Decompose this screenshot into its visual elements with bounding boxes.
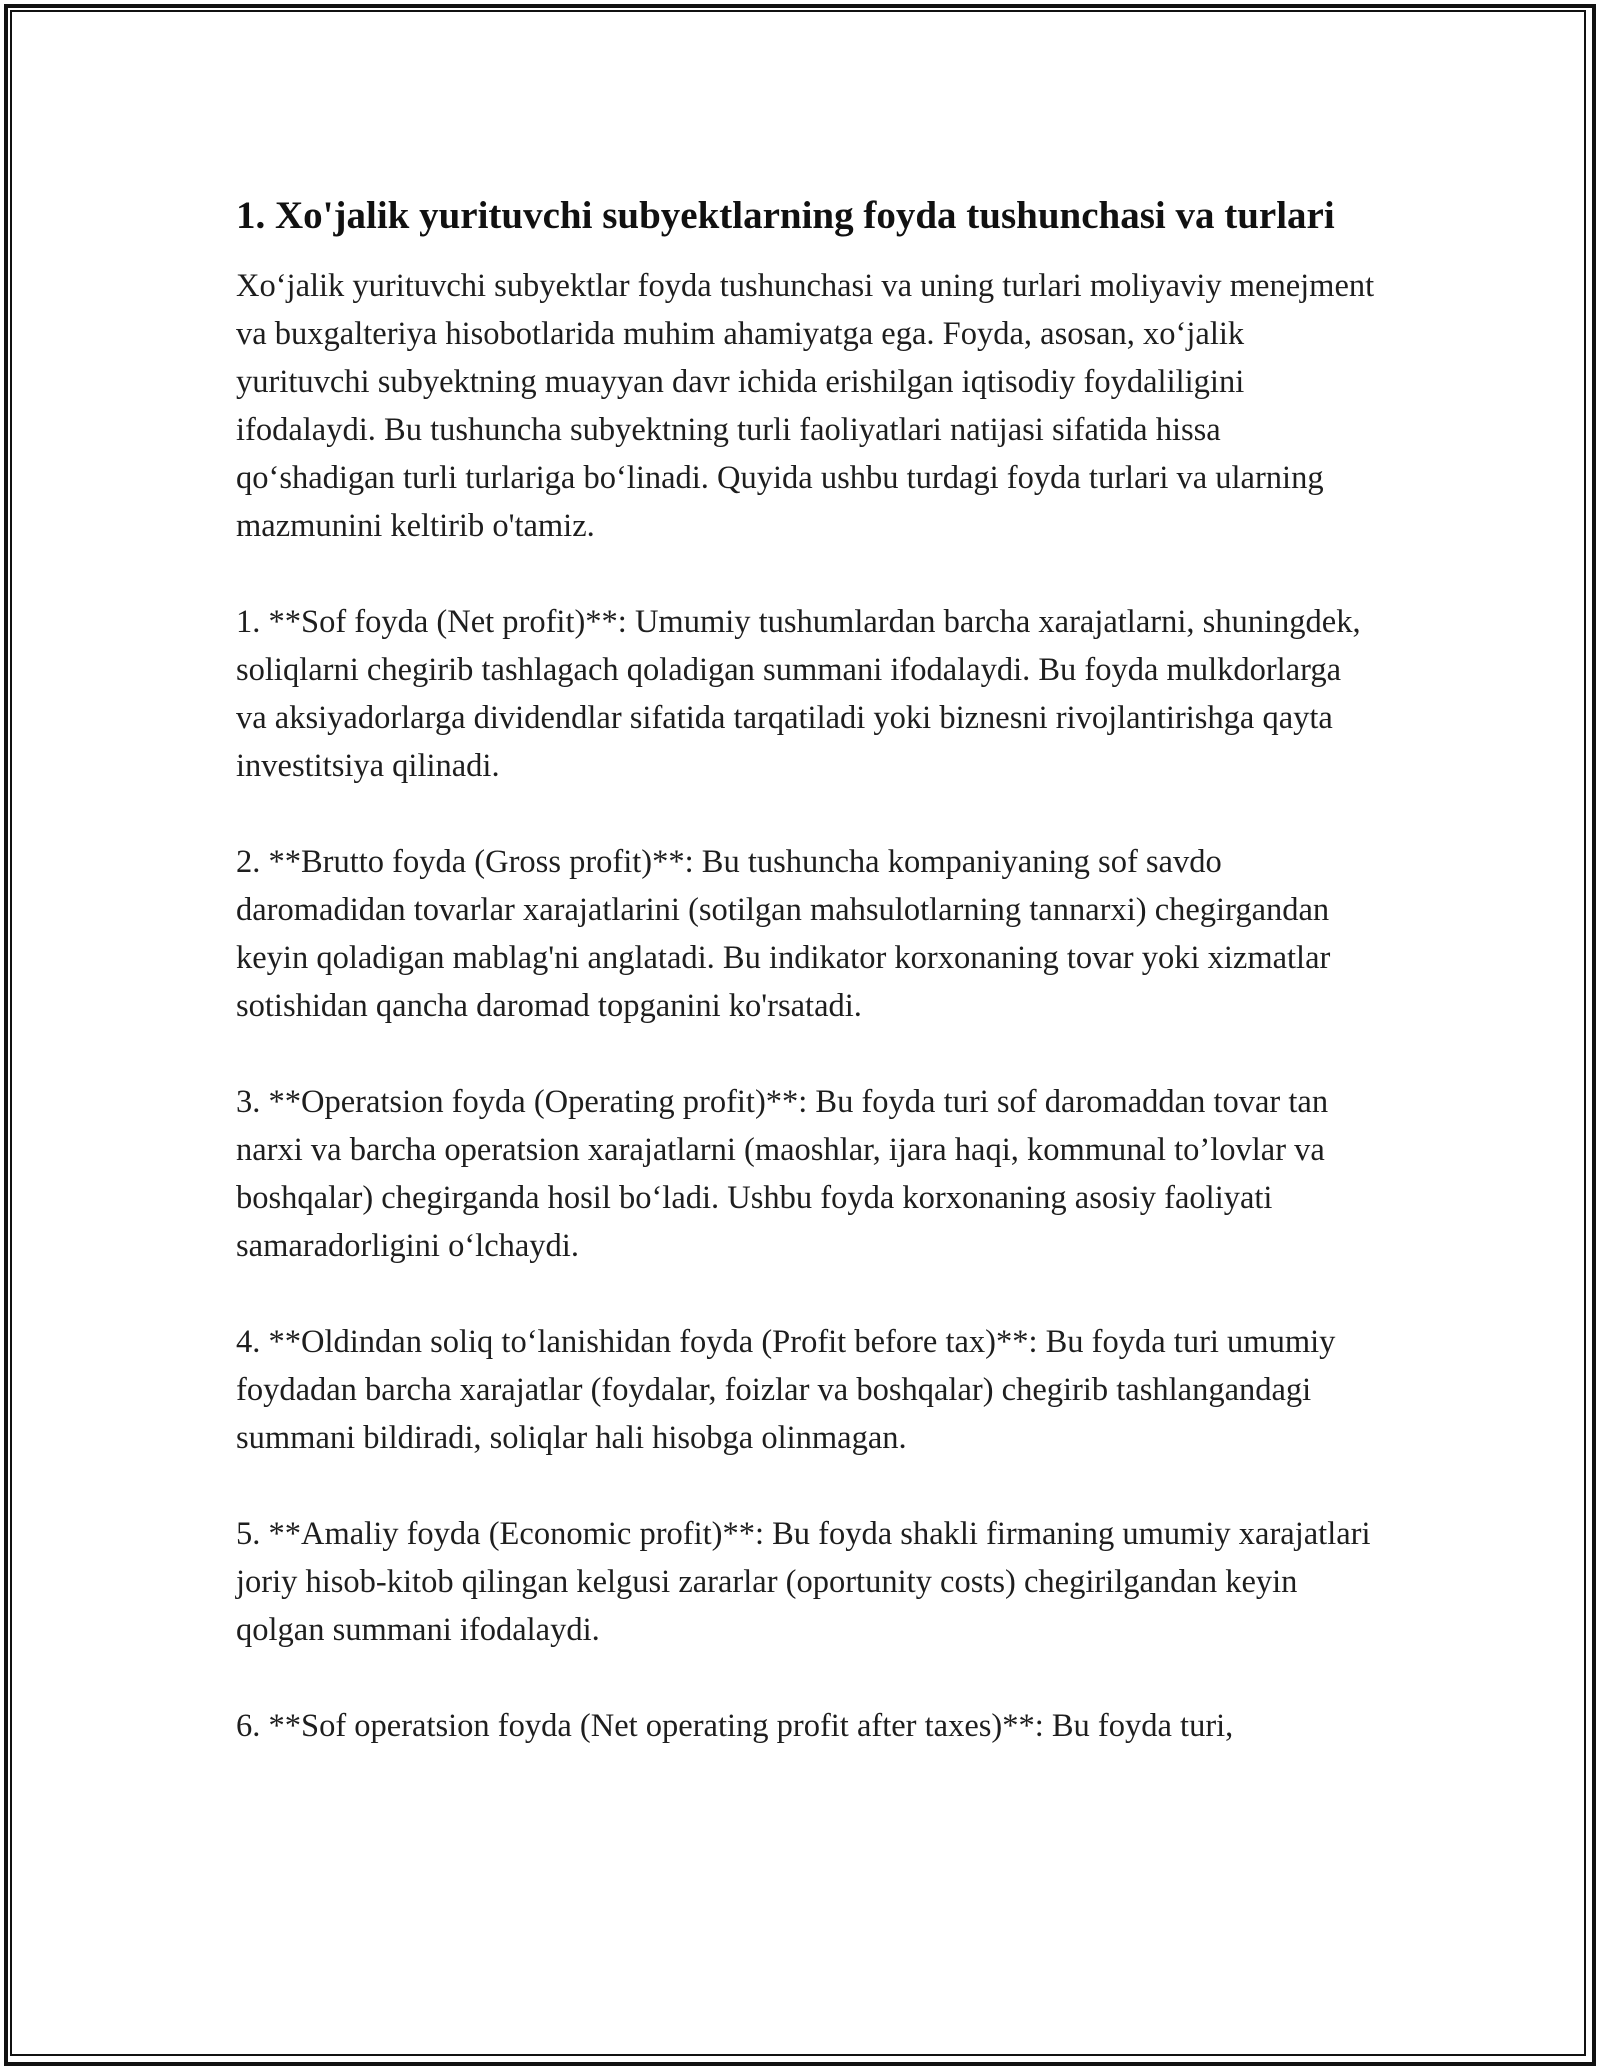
list-item-profit-before-tax: 4. **Oldindan soliq to‘lanishidan foyda (Profit before tax)**: Bu foyda turi umumiy foydadan barcha xarajatlar (foydalar, foizlar va boshqalar) chegirib tashlangandagi summani bildiradi, soliqlar hali hisobga olinmagan. <box>236 1324 1336 1456</box>
list-item-economic-profit: 5. **Amaliy foyda (Economic profit)**: Bu foyda shakli firmaning umumiy xarajatlari joriy hisob-kitob qilingan kelgusi zararlar (oportunity costs) chegirilgandan keyin qolgan summani ifodalaydi. <box>236 1516 1371 1648</box>
section-heading: 1. Xo'jalik yurituvchi subyektlarning foyda tushunchasi va turlari <box>236 194 1335 237</box>
list-item-operating-profit: 3. **Operatsion foyda (Operating profit)**: Bu foyda turi sof daromaddan tovar tan narxi va barcha operatsion xarajatlarni (maoshlar, ijara haqi, kommunal to’lovlar va boshqalar) chegirganda hosil bo‘ladi. Ushbu foyda korxonaning asosiy faoliyati samaradorligini o‘lchaydi. <box>236 1084 1329 1264</box>
list-item-net-profit: 1. **Sof foyda (Net profit)**: Umumiy tushumlardan barcha xarajatlarni, shuningdek, soliqlarni chegirib tashlagach qoladigan summani ifodalaydi. Bu foyda mulkdorlarga va aksiyadorlarga dividendlar sifatida tarqatiladi yoki biznesni rivojlantirishga qayta investitsiya qilinadi. <box>236 604 1361 784</box>
document-body <box>236 188 1376 1750</box>
list-item-nopat: 6. **Sof operatsion foyda (Net operating profit after taxes)**: Bu foyda turi, <box>236 1708 1234 1744</box>
intro-paragraph: Xo‘jalik yurituvchi subyektlar foyda tushunchasi va uning turlari moliyaviy menejment va buxgalteriya hisobotlarida muhim ahamiyatga ega. Foyda, asosan, xo‘jalik yurituvchi subyektning muayyan davr ichida erishilgan iqtisodiy foydaliligini ifodalaydi. Bu tushuncha subyektning turli faoliyatlari natijasi sifatida hissa qo‘shadigan turli turlariga bo‘linadi. Quyida ushbu turdagi foyda turlari va ularning mazmunini keltirib o'tamiz. <box>236 268 1375 544</box>
list-item-gross-profit: 2. **Brutto foyda (Gross profit)**: Bu tushuncha kompaniyaning sof savdo daromadidan tovarlar xarajatlarini (sotilgan mahsulotlarning tannarxi) chegirgandan keyin qoladigan mablag'ni anglatadi. Bu indikator korxonaning tovar yoki xizmatlar sotishidan qancha daromad topganini ko'rsatadi. <box>236 844 1331 1024</box>
